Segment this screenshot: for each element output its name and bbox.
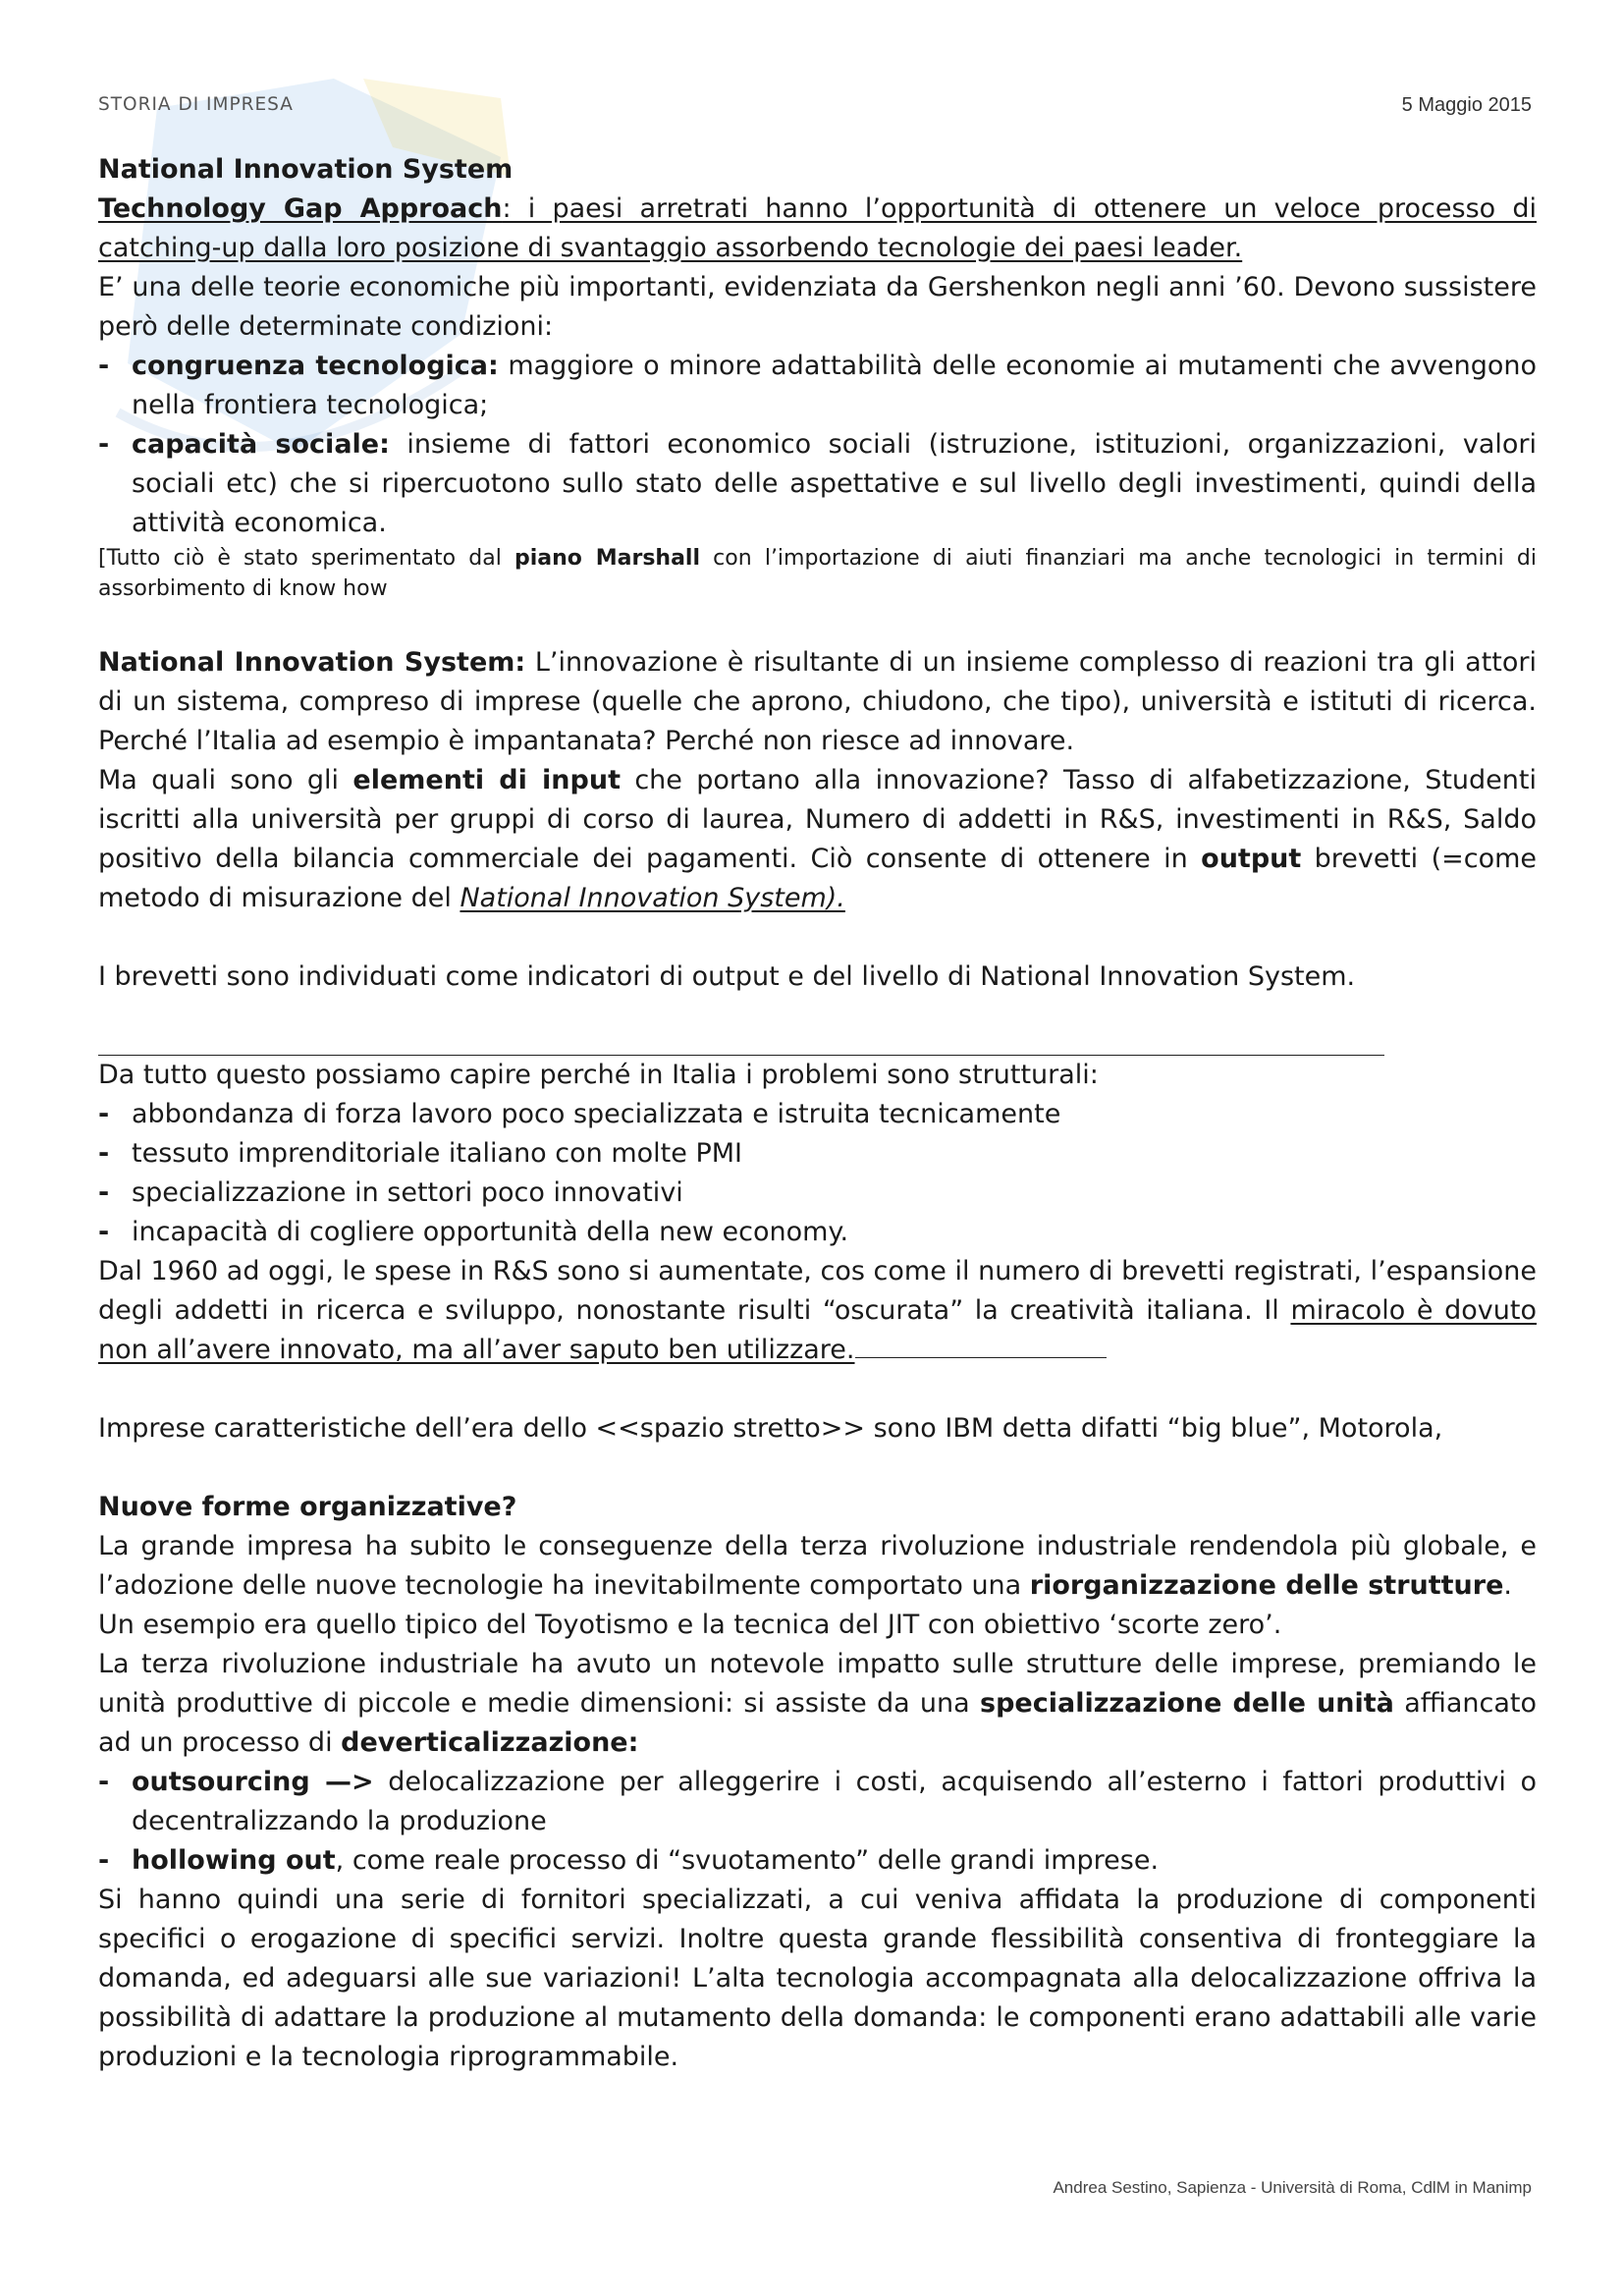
paragraph-imprese: Imprese caratteristiche dell’era dello <<spazio stretto>> sono IBM detta difatti “big blue”, Motorola, [98,1413,1443,1444]
section-title: National Innovation System [98,154,514,185]
list-item: - capacità sociale: insieme di fattori economico sociali (istruzione, istituzioni, organizzazioni, valori sociali etc) che si ripercuotono sullo stato delle aspettative e sul livello degli investimenti, quindi della attività economica. [98,429,1537,538]
paragraph-grande-impresa: La grande impresa ha subito le conseguenze della terza rivoluzione industriale rendendola più globale, e l’adozione delle nuove tecnologie ha inevitabilmente comportato una riorganizzazione delle strutture. [98,1531,1537,1601]
header-date: 5 Maggio 2015 [1401,94,1532,116]
paragraph-toyotismo: Un esempio era quello tipico del Toyotismo e la tecnica del JIT con obiettivo ‘scorte zero’. [98,1610,1282,1640]
note-marshall: [Tutto ciò è stato sperimentato dal piano Marshall con l’importazione di aiuti finanziari ma anche tecnologici in termini di assorbimento di know how [98,546,1538,601]
list-item: - tessuto imprenditoriale italiano con molte PMI [98,1138,742,1169]
list-item: - specializzazione in settori poco innovativi [98,1177,683,1208]
page-content [98,150,1537,2077]
footer-author: Andrea Sestino, Sapienza - Università di Roma, CdlM in Manimp [1053,2178,1532,2197]
paragraph-structural-problems: Da tutto questo possiamo capire perché in Italia i problemi sono strutturali: [98,1060,1099,1090]
list-item: - congruenza tecnologica: maggiore o minore adattabilità delle economie ai mutamenti che avvengono nella frontiera tecnologica; [98,351,1537,420]
problems-list [98,1095,1537,1252]
paragraph-1960: Dal 1960 ad oggi, le spese in R&S sono si aumentate, cos come il numero di brevetti registrati, l’espansione degli addetti in ricerca e sviluppo, nonostante risulti “oscurata” la creatività italiana. Il miracolo è dovuto non all’avere innovato, ma all’aver saputo ben utilizzare. [98,1256,1537,1365]
paragraph-brevetti: I brevetti sono individuati come indicatori di output e del livello di National Innovation System. [98,961,1356,992]
section-title: Nuove forme organizzative? [98,1492,517,1522]
list-item: - abbondanza di forza lavoro poco specializzata e istruita tecnicamente [98,1099,1061,1129]
paragraph-fornitori: Si hanno quindi una serie di fornitori specializzati, a cui veniva affidata la produzione di componenti specifici o erogazione di specifici servizi. Inoltre questa grande flessibilità consentiva di fronteggiare la domanda, ed adeguarsi alle sue variazioni! L’alta tecnologia accompagnata alla delocalizzazione offriva la possibilità di adattare la produzione al mutamento della domanda: le componenti erano adattabili alle varie produzioni e la tecnologia riprogrammabile. [98,1885,1537,2072]
deverticalization-list [98,1763,1537,1881]
list-item: - outsourcing —> delocalizzazione per alleggerire i costi, acquisendo all’esterno i fattori produttivi o decentralizzando la produzione [98,1767,1538,1836]
conditions-list [98,347,1537,543]
paragraph-input-output: Ma quali sono gli elementi di input che portano alla innovazione? Tasso di alfabetizzazione, Studenti iscritti alla università per gruppi di corso di laurea, Numero di addetti in R&S, investimenti in R&S, Saldo positivo della bilancia commerciale dei pagamenti. Ciò consente di ottenere in output brevetti (=come metodo di misurazione del National Innovation System). [98,765,1537,913]
list-item: - incapacità di cogliere opportunità della new economy. [98,1217,849,1247]
paragraph-terza-rivoluzione: La terza rivoluzione industriale ha avuto un notevole impatto sulle strutture delle imprese, premiando le unità produttive di piccole e medie dimensioni: si assiste da una specializzazione delle unità affiancato ad un processo di deverticalizzazione: [98,1649,1537,1758]
paragraph-technology-gap: Technology Gap Approach: i paesi arretrati hanno l’opportunità di ottenere un veloce processo di catching-up dalla loro posizione di svantaggio assorbendo tecnologie dei paesi leader. [98,193,1537,263]
header-course-title: STORIA DI IMPRESA [98,94,294,115]
list-item: - hollowing out, come reale processo di “svuotamento” delle grandi imprese. [98,1845,1160,1876]
paragraph-gershenkon: E’ una delle teorie economiche più importanti, evidenziata da Gershenkon negli anni ’60. Devono sussistere però delle determinate condizioni: [98,272,1537,342]
paragraph-nis: National Innovation System: L’innovazione è risultante di un insieme complesso di reazioni tra gli attori di un sistema, compreso di imprese (quelle che aprono, chiudono, che tipo), università e istituti di ricerca. Perché l’Italia ad esempio è impantanata? Perché non riesce ad innovare. [98,647,1537,756]
